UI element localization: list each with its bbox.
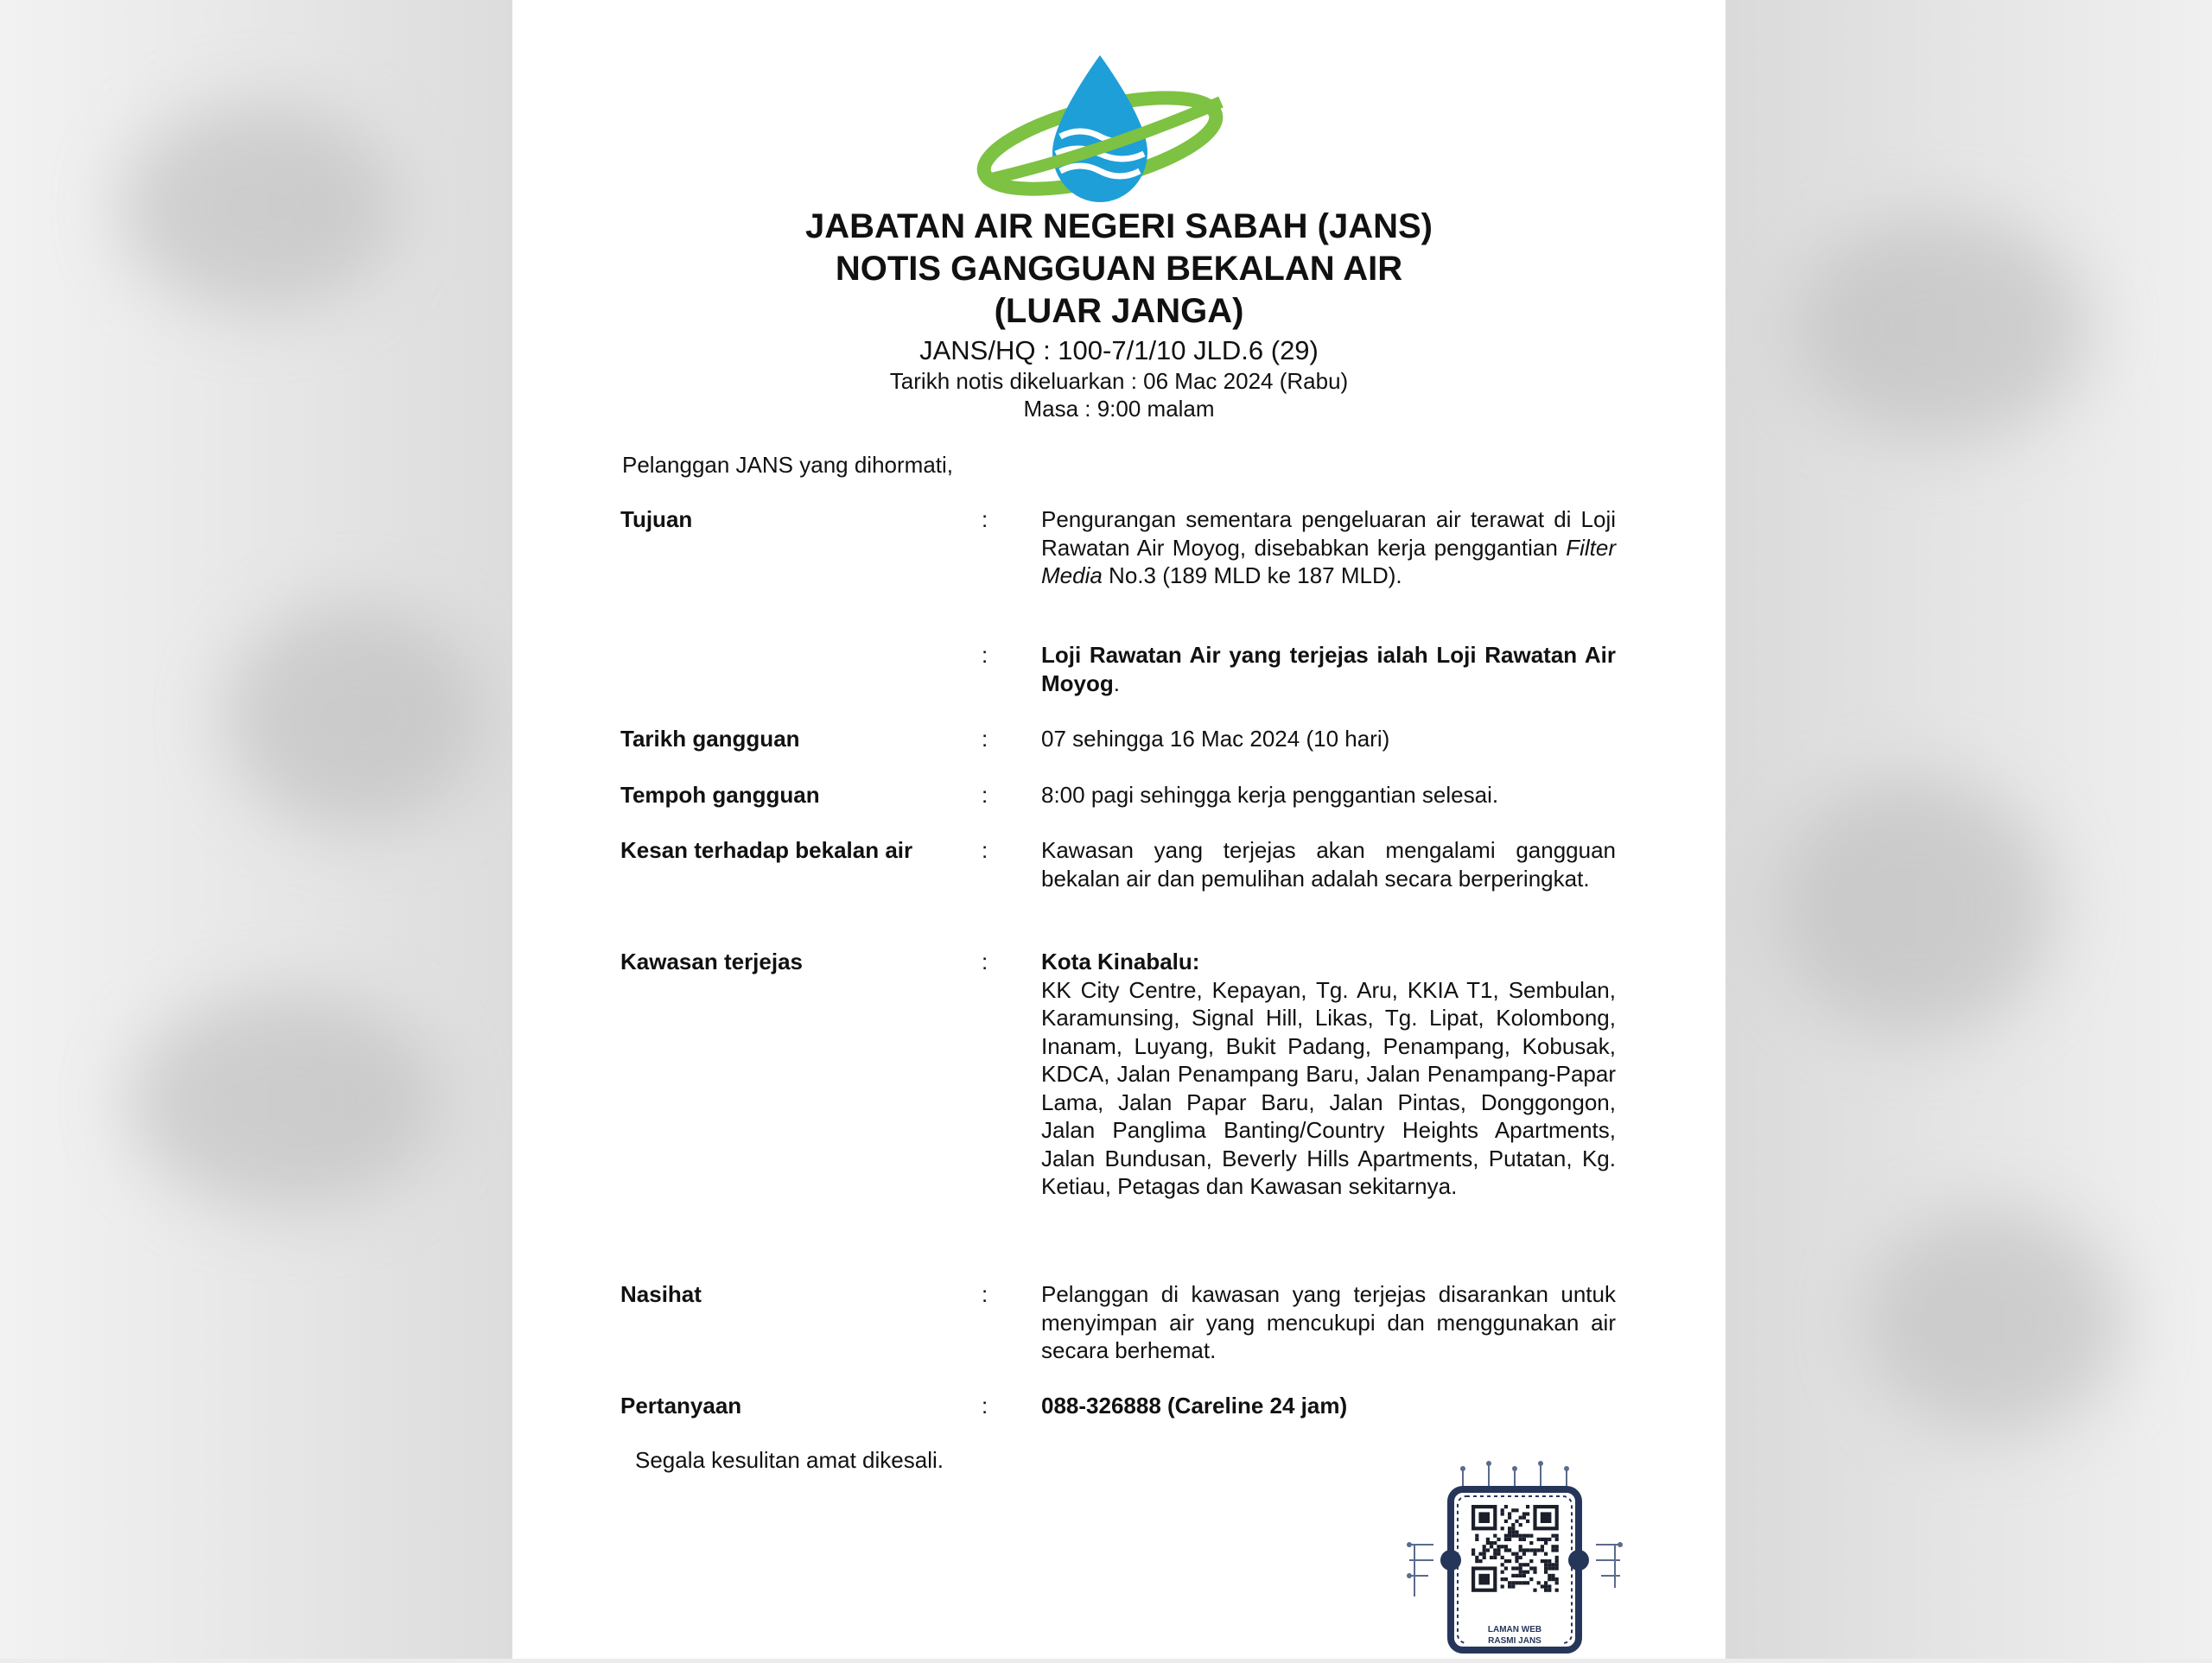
label-nasihat: Nasihat [620,1281,702,1307]
value-pertanyaan: 088-326888 (Careline 24 jam) [1041,1393,1348,1419]
label-tempoh-gangguan: Tempoh gangguan [620,782,820,808]
label-tujuan: Tujuan [620,506,693,532]
issue-info [512,367,1726,422]
value-tarikh-gangguan: 07 sehingga 16 Mac 2024 (10 hari) [1041,726,1390,752]
notice-subtype: (LUAR JANGA) [994,292,1244,330]
blurred-background-left [0,0,518,1659]
issue-time: Masa : 9:00 malam [1023,396,1215,422]
qr-code-badge[interactable] [1402,1458,1627,1659]
blurred-background-right [1726,0,2212,1659]
value-kawasan-terjejas [1041,948,1616,1201]
colon: : [982,1393,988,1419]
area-heading: Kota Kinabalu: [1041,949,1200,974]
value-nasihat: Pelanggan di kawasan yang terjejas disarankan untuk menyimpan air yang mencukupi dan menggunakan air secara berhemat. [1041,1281,1616,1363]
area-list: KK City Centre, Kepayan, Tg. Aru, KKIA T1, Sembulan, Karamunsing, Signal Hill, Likas, Tg. Lipat, Kolombong, Inanam, Luyang, Bukit Padang, Penampang, Kobusak, KDCA, Jalan Penampang Baru, Jalan Penampang-Papar Lama, Jalan Papar Baru, Jalan Pintas, Donggongon, Jalan Panglima Banting/Country Heights Apartments, Jalan Bundusan, Beverly Hills Apartments, Putatan, Kg. Ketiau, Petagas dan Kawasan sekitarnya. [1041,976,1616,1199]
value-kesan: Kawasan yang terjejas akan mengalami gangguan bekalan air dan pemulihan adalah secara berperingkat. [1041,837,1616,892]
notice-document [512,0,1726,1659]
colon: : [982,949,988,974]
colon: : [982,1281,988,1307]
colon: : [982,506,988,532]
label-tarikh-gangguan: Tarikh gangguan [620,726,800,752]
water-drop-logo-icon [970,50,1230,214]
label-kawasan-terjejas: Kawasan terjejas [620,949,804,974]
value-tempoh-gangguan: 8:00 pagi sehingga kerja penggantian selesai. [1041,782,1499,808]
greeting: Pelanggan JANS yang dihormati, [622,452,954,478]
value-tujuan: Pengurangan sementara pengeluaran air terawat di Loji Rawatan Air Moyog, disebabkan kerja penggantian Filter Media No.3 (189 MLD ke 187 MLD). [1041,506,1616,588]
issue-date: Tarikh notis dikeluarkan : 06 Mac 2024 (Rabu) [889,368,1349,394]
qr-code-icon[interactable] [1402,1458,1627,1659]
qr-caption-line1: LAMAN WEB [1487,1625,1542,1634]
agency-name: JABATAN AIR NEGERI SABAH (JANS) [805,207,1433,245]
notice-title [512,206,1726,333]
label-pertanyaan: Pertanyaan [620,1393,742,1419]
notice-type: NOTIS GANGGUAN BEKALAN AIR [835,250,1403,288]
label-kesan: Kesan terhadap bekalan air [620,837,913,863]
reference-number: JANS/HQ : 100-7/1/10 JLD.6 (29) [919,335,1319,365]
value-loji: Loji Rawatan Air yang terjejas ialah Loji Rawatan Air Moyog. [1041,642,1616,696]
colon: : [982,642,988,668]
qr-caption-line2: RASMI JANS [1488,1636,1541,1646]
colon: : [982,782,988,808]
closing-apology: Segala kesulitan amat dikesali. [635,1447,944,1473]
colon: : [982,726,988,752]
colon: : [982,837,988,863]
